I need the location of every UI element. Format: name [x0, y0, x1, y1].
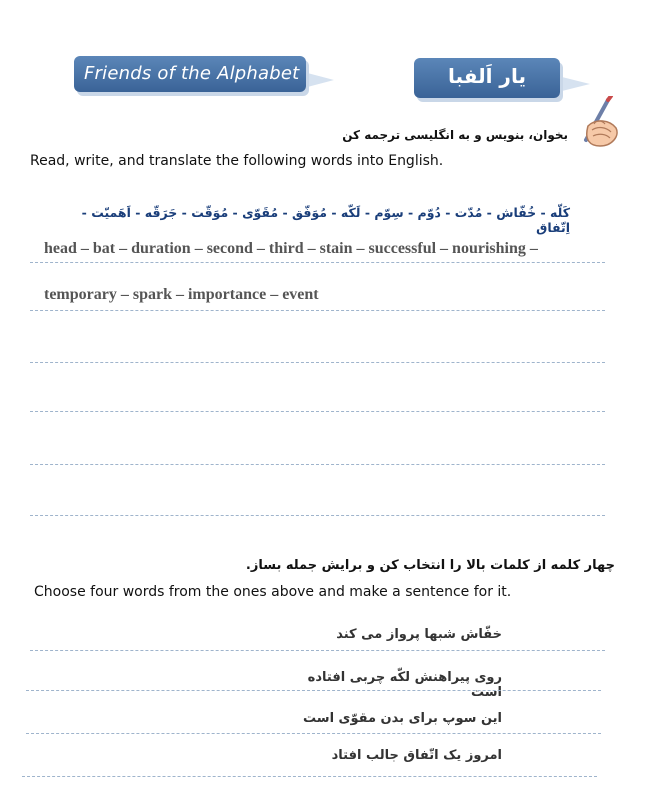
writing-line — [30, 464, 605, 465]
writing-line — [30, 650, 605, 651]
writing-line — [30, 362, 605, 363]
instruction-persian: بخوان، بنویس و به انگلیسی ترجمه کن — [342, 128, 568, 142]
instruction-english: Read, write, and translate the following words into English. — [30, 153, 444, 169]
writing-line — [26, 733, 601, 734]
writing-line — [30, 515, 605, 516]
writing-line — [30, 411, 605, 412]
writing-line — [26, 690, 601, 691]
answer-line-2: temporary – spark – importance – event — [44, 286, 319, 303]
writing-line — [30, 310, 605, 311]
writing-line — [30, 262, 605, 263]
english-title: Friends of the Alphabet — [84, 63, 300, 84]
sentence-4: امروز یک اتّفاق جالب افتاد — [331, 748, 502, 763]
sentence-3: این سوپ برای بدن مقوّی است — [303, 711, 502, 726]
instruction-2-persian: چهار کلمه از کلمات بالا را انتخاب کن و برایش جمله بساز. — [245, 558, 615, 573]
writing-line — [22, 776, 597, 777]
instruction-2-english: Choose four words from the ones above and make a sentence for it. — [34, 584, 512, 600]
hand-writing-icon — [578, 96, 622, 148]
persian-word-list: کَلّه - خُفّاش - مُدّت - دُوّم - سِوّم - لَکّه - مُوَفّق - مُقَوّی - مُوَقّت - جَرَقّه - اَهَمیّت - اِتّفاق — [81, 205, 570, 235]
answer-line-1: head – bat – duration – second – third – stain – successful – nourishing – — [44, 240, 538, 257]
sentence-2: روی پیراهنش لکّه چربی افتاده است — [307, 670, 502, 700]
sentence-1: خفّاش شبها پرواز می کند — [336, 627, 502, 642]
persian-title: یار اَلفبا — [448, 64, 526, 88]
